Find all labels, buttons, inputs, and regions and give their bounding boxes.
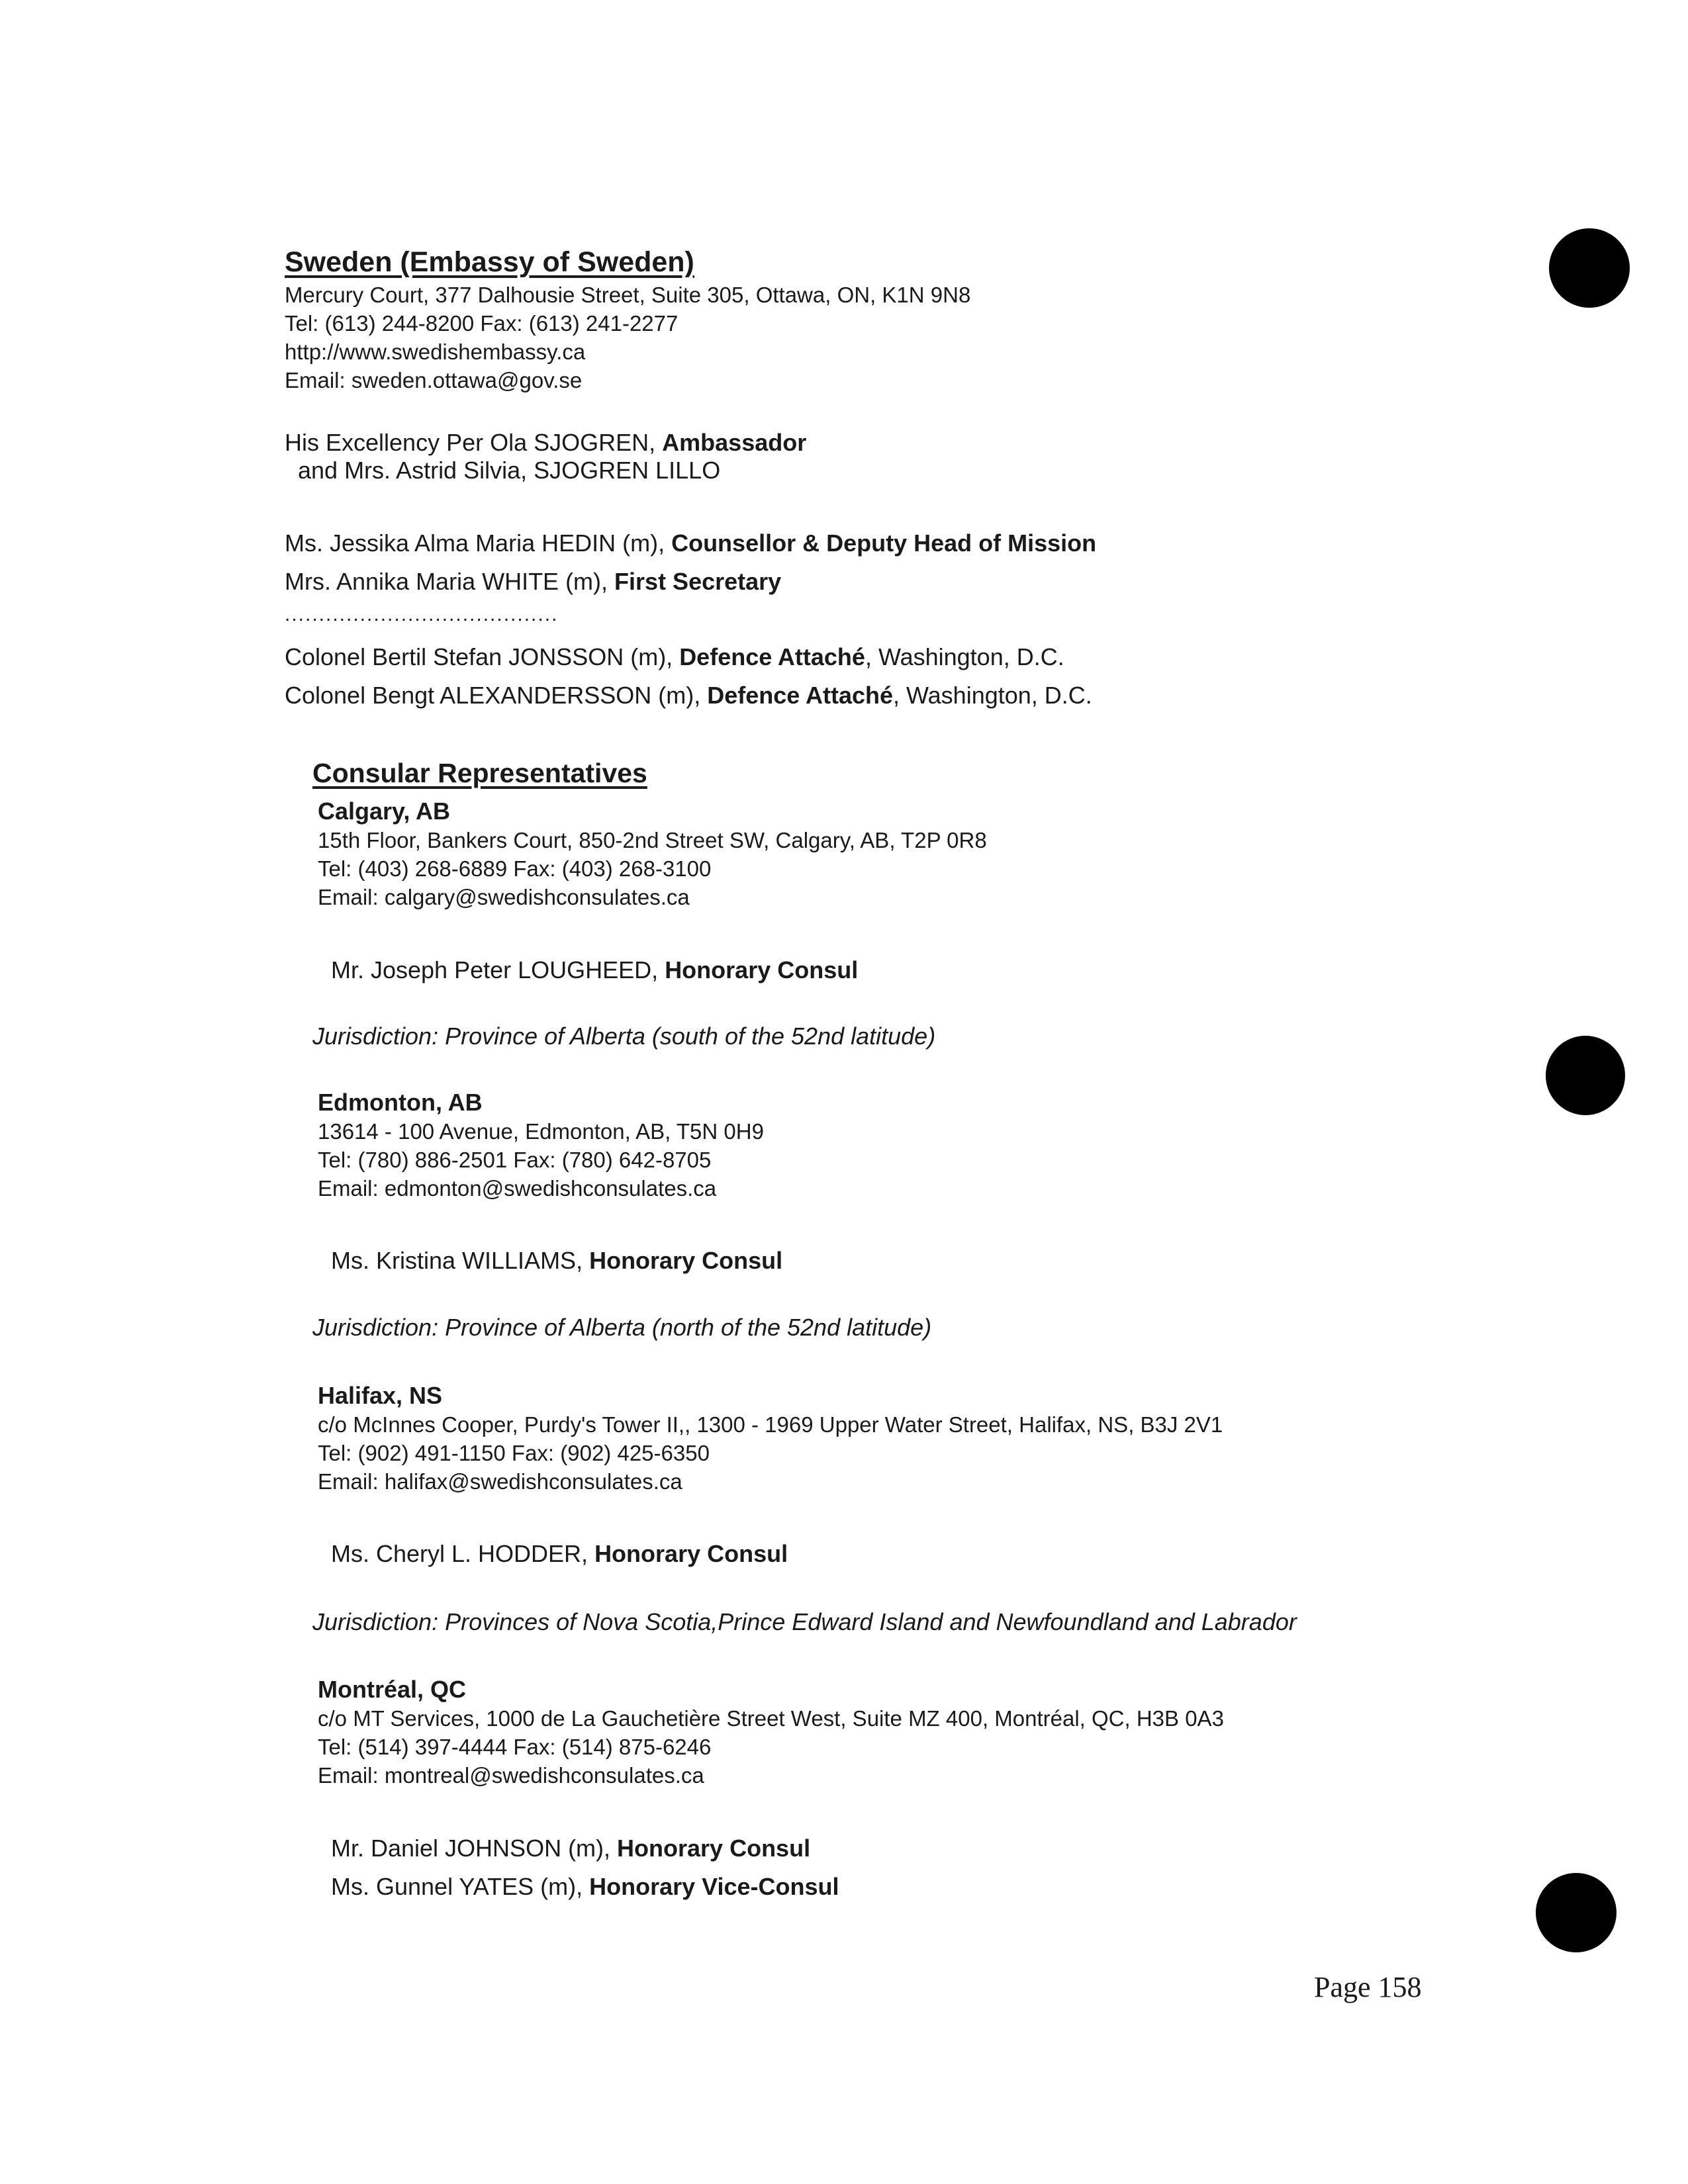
consul-name: Mr. Joseph Peter LOUGHEED,	[331, 956, 665, 983]
consul-name: Ms. Gunnel YATES (m),	[331, 1873, 590, 1900]
ambassador-title: Ambassador	[662, 429, 807, 456]
consul-name: Ms. Cheryl L. HODDER,	[331, 1540, 595, 1567]
consulate-phone: Tel: (902) 491-1150 Fax: (902) 425-6350	[318, 1441, 710, 1465]
consul-row	[331, 1247, 782, 1275]
staff-row	[285, 568, 781, 596]
embassy-email[interactable]: Email: sweden.ottawa@gov.se	[285, 368, 583, 392]
ambassador-line	[285, 429, 806, 457]
attache-title: Defence Attaché	[679, 643, 865, 670]
punch-hole-top	[1549, 228, 1630, 308]
consulate-phone: Tel: (514) 397-4444 Fax: (514) 875-6246	[318, 1735, 712, 1759]
consulate-address: c/o MT Services, 1000 de La Gauchetière Street West, Suite MZ 400, Montréal, QC, H3B 0A3	[318, 1706, 1224, 1731]
embassy-website[interactable]: http://www.swedishembassy.ca	[285, 340, 586, 364]
consul-title: Honorary Consul	[617, 1835, 811, 1862]
attache-location: , Washington, D.C.	[893, 682, 1092, 709]
consul-row	[331, 956, 858, 984]
consulate-address: c/o McInnes Cooper, Purdy's Tower II,, 1300 - 1969 Upper Water Street, Halifax, NS, B3J 2V1	[318, 1412, 1223, 1437]
consulate-email[interactable]: Email: calgary@swedishconsulates.ca	[318, 885, 690, 909]
embassy-title: Sweden (Embassy of Sweden)	[285, 246, 694, 278]
consul-row	[331, 1540, 788, 1568]
consular-heading: Consular Representatives	[312, 758, 647, 788]
consulate-jurisdiction: Jurisdiction: Province of Alberta (north of the 52nd latitude)	[312, 1314, 932, 1341]
staff-name: Ms. Jessika Alma Maria HEDIN (m),	[285, 529, 672, 557]
embassy-phone: Tel: (613) 244-8200 Fax: (613) 241-2277	[285, 311, 679, 336]
attache-title: Defence Attaché	[707, 682, 894, 709]
consulate-email[interactable]: Email: edmonton@swedishconsulates.ca	[318, 1176, 717, 1201]
dotted-separator: ........................................	[285, 604, 559, 625]
punch-hole-bottom	[1536, 1873, 1617, 1952]
consulate-jurisdiction: Jurisdiction: Provinces of Nova Scotia,Prince Edward Island and Newfoundland and Labrador	[312, 1608, 1297, 1635]
ambassador-spouse: and Mrs. Astrid Silvia, SJOGREN LILLO	[298, 457, 721, 484]
page-number: Page 158	[1314, 1971, 1422, 2003]
attache-name: Colonel Bertil Stefan JONSSON (m),	[285, 643, 680, 670]
attache-row	[285, 682, 1092, 709]
staff-row	[285, 529, 1096, 557]
consul-title: Honorary Consul	[665, 956, 859, 983]
staff-name: Mrs. Annika Maria WHITE (m),	[285, 568, 615, 595]
consulate-jurisdiction: Jurisdiction: Province of Alberta (south of the 52nd latitude)	[312, 1023, 936, 1050]
consulate-city: Edmonton, AB	[318, 1089, 483, 1116]
consul-title: Honorary Vice-Consul	[589, 1873, 839, 1900]
consulate-city: Montréal, QC	[318, 1676, 467, 1703]
embassy-address: Mercury Court, 377 Dalhousie Street, Suite 305, Ottawa, ON, K1N 9N8	[285, 283, 971, 307]
consulate-address: 13614 - 100 Avenue, Edmonton, AB, T5N 0H9	[318, 1119, 764, 1144]
consul-title: Honorary Consul	[594, 1540, 788, 1567]
consul-name: Mr. Daniel JOHNSON (m),	[331, 1835, 618, 1862]
ambassador-name: His Excellency Per Ola SJOGREN,	[285, 429, 663, 456]
consul-title: Honorary Consul	[589, 1247, 783, 1274]
consulate-city: Halifax, NS	[318, 1382, 443, 1409]
consul-name: Ms. Kristina WILLIAMS,	[331, 1247, 590, 1274]
consul-row	[331, 1835, 810, 1862]
consulate-phone: Tel: (780) 886-2501 Fax: (780) 642-8705	[318, 1148, 712, 1172]
punch-hole-middle	[1546, 1036, 1625, 1115]
attache-row	[285, 643, 1064, 671]
consulate-email[interactable]: Email: montreal@swedishconsulates.ca	[318, 1763, 704, 1788]
consul-row	[331, 1873, 839, 1901]
attache-name: Colonel Bengt ALEXANDERSSON (m),	[285, 682, 708, 709]
consulate-phone: Tel: (403) 268-6889 Fax: (403) 268-3100	[318, 856, 712, 881]
consulate-city: Calgary, AB	[318, 797, 451, 825]
consulate-address: 15th Floor, Bankers Court, 850-2nd Street SW, Calgary, AB, T2P 0R8	[318, 828, 987, 852]
consulate-email[interactable]: Email: halifax@swedishconsulates.ca	[318, 1469, 682, 1494]
staff-title: Counsellor & Deputy Head of Mission	[671, 529, 1097, 557]
staff-title: First Secretary	[614, 568, 782, 595]
attache-location: , Washington, D.C.	[865, 643, 1064, 670]
